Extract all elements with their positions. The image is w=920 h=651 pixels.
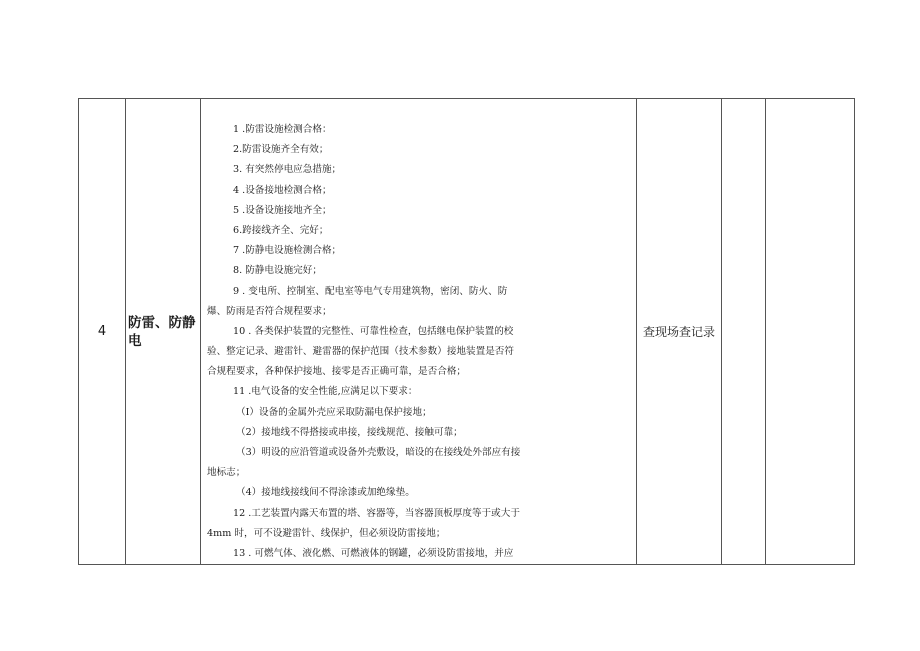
content-line: （2）接地线不得搭接或串接，接线规范、接触可靠； (236, 426, 463, 438)
content-line: 2.防雷设施齐全有效； (233, 144, 329, 156)
content-line: （3）明设的应沿管道或设备外壳敷设，暗设的在接线处外部应有接 (236, 447, 521, 458)
content-line: 8. 防静电设施完好； (233, 265, 322, 277)
content-line: （4）接地线接线间不得涂漆或加绝缘垫。 (236, 487, 415, 499)
remarks-cell (766, 99, 855, 565)
content-line: 7 .防静电设施检测合格； (233, 245, 342, 257)
table-row (79, 99, 855, 565)
content-line: 合规程要求，各种保护接地、接零是否正确可靠，是否合格； (207, 366, 467, 378)
content-line: 9 . 变电所、控制室、配电室等电气专用建筑物，密闭、防火、防 (233, 285, 508, 297)
content-line: 5 .设备设施接地齐全； (233, 204, 332, 216)
inspection-content (201, 99, 636, 564)
inspection-table (78, 98, 855, 565)
content-line: 地标志； (207, 467, 246, 479)
inspection-method: 查现场查记录 (637, 99, 722, 565)
content-line: 爆、防雨是否符合规程要求； (207, 305, 332, 317)
content-line: 11 .电气设备的安全性能,应满足以下要求： (233, 386, 418, 398)
inspection-item: 防雷、防静电 (126, 99, 201, 565)
content-line: 验、整定记录、避雷针、避雷器的保护范围（技术参数）接地装置是否符 (207, 346, 514, 358)
content-line: 12 .工艺装置内露天布置的塔、容器等，当容器顶板厚度等于或大于 (233, 507, 520, 519)
content-line: 3. 有突然停电应急措施； (233, 164, 342, 176)
content-line: 4mm 时，可不设避雷针、线保护，但必须设防雷接地； (207, 527, 446, 539)
row-number: 4 (79, 99, 126, 565)
content-line: （I）设备的金属外壳应采取防漏电保护接地； (236, 406, 432, 418)
content-line: 10 . 各类保护装置的完整性、可靠性检查，包括继电保护装置的校 (233, 325, 514, 337)
content-line: 4 .设备接地检测合格； (233, 184, 332, 196)
content-line: 6.跨接线齐全、完好； (233, 224, 329, 236)
content-line: 1 .防雷设施检测合格： (233, 124, 332, 135)
content-line: 13 . 可燃气体、液化燃、可燃液体的钢罐，必须设防雷接地，并应 (233, 547, 514, 559)
inspection-content-cell (201, 99, 637, 565)
result-cell (722, 99, 766, 565)
